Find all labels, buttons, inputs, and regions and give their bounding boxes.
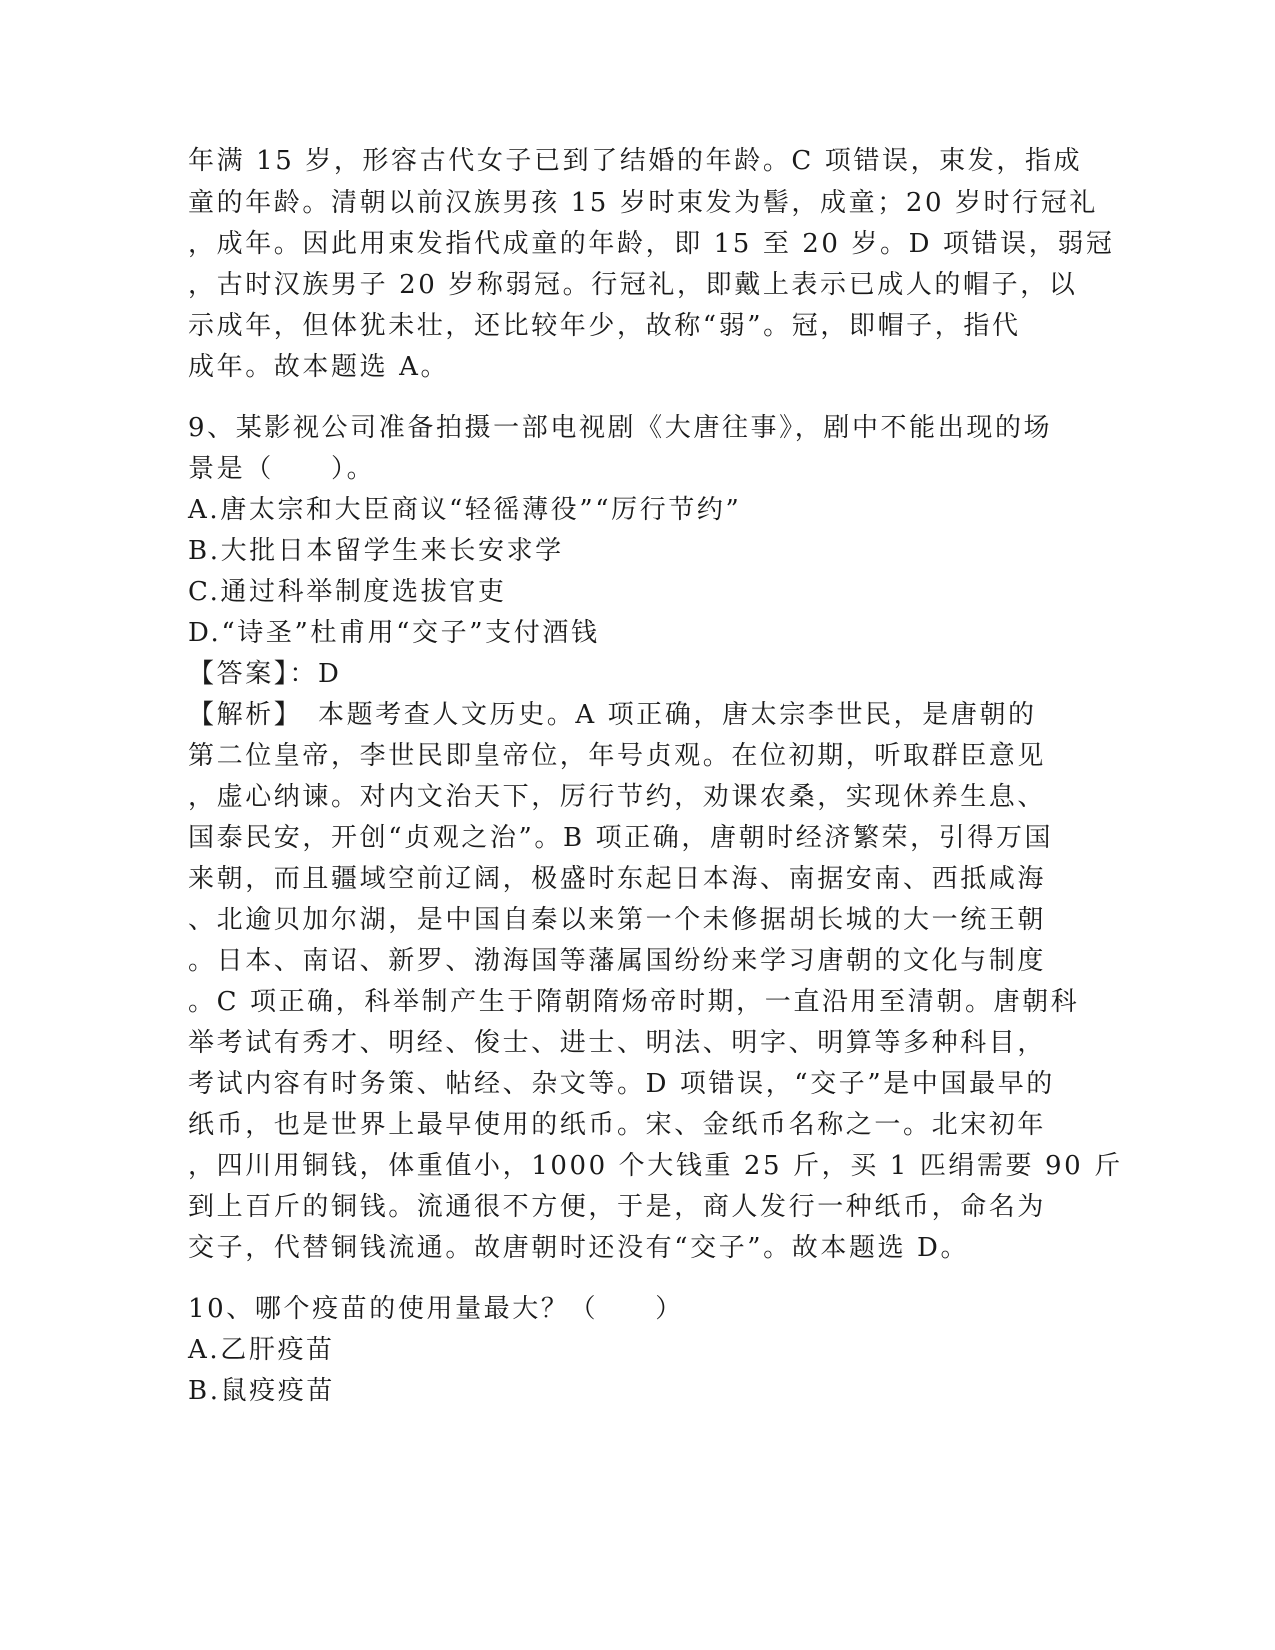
- analysis-line: 第二位皇帝，李世民即皇帝位，年号贞观。在位初期，听取群臣意见: [188, 741, 1047, 771]
- analysis-line: 【解析】 本题考查人文历史。A 项正确，唐太宗李世民，是唐朝的: [188, 700, 1037, 730]
- text-line: 年满 15 岁，形容古代女子已到了结婚的年龄。C 项错误，束发，指成: [188, 146, 1083, 176]
- analysis-line: ，虚心纳谏。对内文治天下，厉行节约，劝课农桑，实现休养生息、: [188, 782, 1047, 812]
- question-9-stem: 景是（ ）。: [188, 454, 376, 484]
- option-a: A.唐太宗和大臣商议“轻徭薄役”“厉行节约”: [188, 495, 742, 525]
- question-10-stem: 10、哪个疫苗的使用量最大？（ ）: [188, 1294, 684, 1324]
- option-c: C.通过科举制度选拔官吏: [188, 577, 507, 607]
- option-a: A.乙肝疫苗: [188, 1335, 335, 1365]
- analysis-line: 、北逾贝加尔湖，是中国自秦以来第一个未修据胡长城的大一统王朝: [188, 905, 1047, 935]
- analysis-line: 。日本、南诏、新罗、渤海国等藩属国纷纷来学习唐朝的文化与制度: [188, 946, 1047, 976]
- analysis-line: 交子，代替铜钱流通。故唐朝时还没有“交子”。故本题选 D。: [188, 1233, 970, 1263]
- option-d: D.“诗圣”杜甫用“交子”支付酒钱: [188, 618, 600, 648]
- text-line: ，成年。因此用束发指代成童的年龄，即 15 至 20 岁。D 项错误，弱冠: [188, 229, 1115, 259]
- text-line: 童的年龄。清朝以前汉族男孩 15 岁时束发为髻，成童；20 岁时行冠礼: [188, 188, 1098, 218]
- text-line: 示成年，但体犹未壮，还比较年少，故称“弱”。冠，即帽子，指代: [188, 311, 1021, 341]
- analysis-line: 举考试有秀才、明经、俊士、进士、明法、明字、明算等多种科目，: [188, 1028, 1047, 1058]
- analysis-line: 到上百斤的铜钱。流通很不方便，于是，商人发行一种纸币，命名为: [188, 1192, 1047, 1222]
- analysis-line: 。C 项正确，科举制产生于隋朝隋炀帝时期，一直沿用至清朝。唐朝科: [188, 987, 1080, 1017]
- text-line: 成年。故本题选 A。: [188, 352, 450, 382]
- question-9-stem: 9、某影视公司准备拍摄一部电视剧《大唐往事》，剧中不能出现的场: [188, 413, 1053, 443]
- analysis-line: 国泰民安，开创“贞观之治”。B 项正确，唐朝时经济繁荣，引得万国: [188, 823, 1054, 853]
- analysis-line: 考试内容有时务策、帖经、杂文等。D 项错误，“交子”是中国最早的: [188, 1069, 1055, 1099]
- analysis-line: 纸币，也是世界上最早使用的纸币。宋、金纸币名称之一。北宋初年: [188, 1110, 1047, 1140]
- option-b: B.鼠疫疫苗: [188, 1376, 335, 1406]
- answer-line: 【答案】：D: [188, 659, 342, 689]
- option-b: B.大批日本留学生来长安求学: [188, 536, 564, 566]
- analysis-line: 来朝，而且疆域空前辽阔，极盛时东起日本海、南据安南、西抵咸海: [188, 864, 1047, 894]
- text-line: ，古时汉族男子 20 岁称弱冠。行冠礼，即戴上表示已成人的帽子，以: [188, 270, 1078, 300]
- analysis-line: ，四川用铜钱，体重值小，1000 个大钱重 25 斤，买 1 匹绢需要 90 斤: [188, 1151, 1123, 1181]
